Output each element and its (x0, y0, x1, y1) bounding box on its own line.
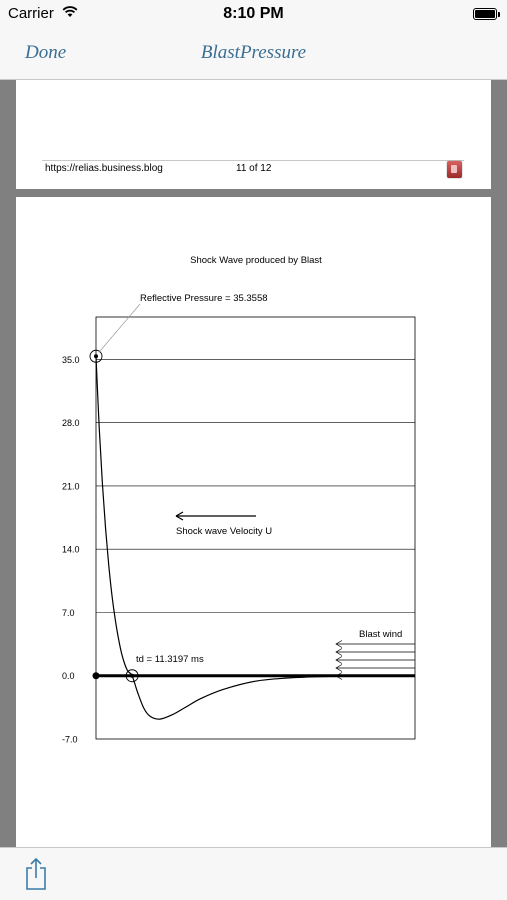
footer-url: https://relias.business.blog (45, 163, 163, 174)
navigation-bar (0, 28, 507, 80)
pdf-page-previous[interactable] (16, 80, 491, 189)
td-label: td = 11.3197 ms (136, 654, 204, 665)
footer-divider (42, 160, 464, 161)
y-tick-label: 21.0 (62, 481, 80, 492)
y-tick-label: 35.0 (62, 354, 80, 365)
chart-title: Shock Wave produced by Blast (190, 255, 322, 266)
peak-point (94, 354, 98, 358)
td-point (130, 674, 134, 678)
peak-leader-line (99, 304, 140, 352)
status-bar (0, 0, 507, 28)
y-tick-label: 14.0 (62, 544, 80, 555)
book-logo-icon (447, 161, 462, 178)
done-button[interactable]: Done (25, 42, 67, 63)
blast-wind-label: Blast wind (359, 629, 403, 640)
page-title: BlastPressure (200, 42, 307, 63)
blast-wind-arrows-icon (336, 641, 415, 680)
y-tick-label: 28.0 (62, 418, 80, 429)
share-icon[interactable] (25, 858, 47, 890)
carrier-label: Carrier (8, 5, 54, 22)
origin-point (93, 672, 100, 679)
peak-label: Reflective Pressure = 35.3558 (140, 293, 268, 304)
velocity-label: Shock wave Velocity U (176, 526, 273, 537)
page-indicator: 11 of 12 (236, 163, 272, 174)
status-time: 8:10 PM (223, 5, 284, 22)
bottom-toolbar (0, 847, 507, 900)
pdf-page-current[interactable] (16, 197, 491, 857)
y-tick-label: 0.0 (62, 671, 75, 682)
battery-icon (473, 8, 497, 20)
shock-wave-chart (16, 197, 491, 857)
y-tick-label: 7.0 (62, 607, 75, 618)
y-tick-label: -7.0 (62, 734, 78, 745)
